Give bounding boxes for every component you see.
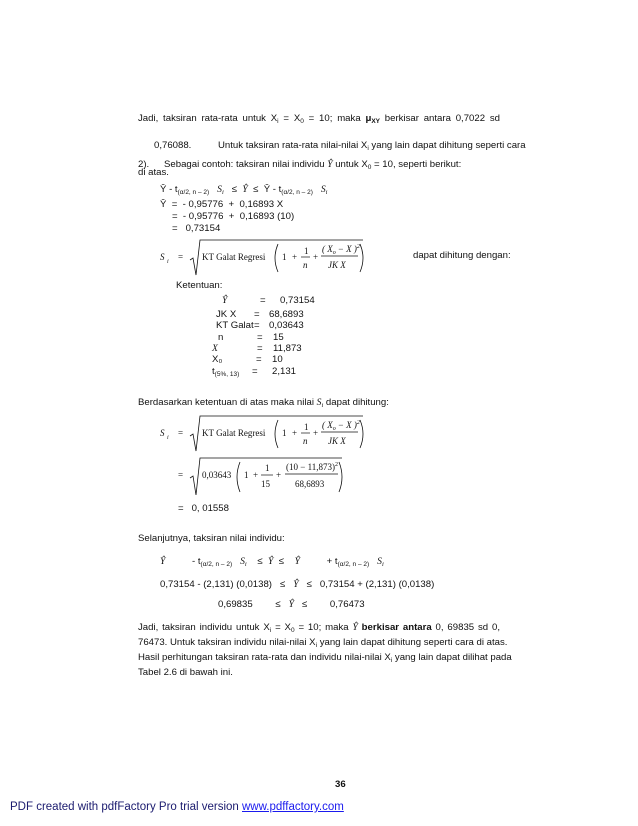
- result-si: = 0, 01558: [178, 503, 229, 514]
- ketentuan-eq: =: [257, 332, 263, 343]
- frac2-den: JK X: [328, 260, 346, 270]
- interval-individual-result: 0,69835 ≤ Ŷ ≤ 0,76473: [218, 599, 365, 610]
- left-paren: [275, 244, 278, 272]
- frac1-num: 1: [265, 463, 270, 473]
- ketentuan-value: 2,131: [272, 366, 297, 377]
- ketentuan-row: $t_{(5\%, 13)}$: [212, 366, 240, 378]
- formula-plus-2: +: [313, 428, 319, 438]
- paragraph-2: Berdasarkan ketentuan di atas maka nilai $S_i$ dapat dihitung:: [138, 397, 389, 409]
- ketentuan-row: n: [218, 332, 224, 343]
- frac2-num: $(10 - 11,873)^2$: [286, 462, 338, 472]
- ketentuan-eq: =: [254, 309, 260, 320]
- frac1-num: 1: [304, 422, 309, 432]
- regression-line-2: = - 0,95776 + 0,16893 (10): [172, 211, 295, 222]
- ketentuan-eq: =: [256, 354, 262, 365]
- ketentuan-value: 68,6893: [269, 309, 304, 320]
- formula-kt: KT Galat Regresi: [202, 428, 266, 438]
- formula-plus-2: +: [313, 252, 319, 262]
- frac2-den: JK X: [328, 436, 346, 446]
- page-number: 36: [335, 779, 346, 790]
- footer-link[interactable]: www.pdffactory.com: [242, 801, 344, 813]
- formula-eq: =: [178, 470, 184, 480]
- frac2-num: ( $X_o - X$ )$^2$: [322, 244, 360, 256]
- formula-lhs: S: [160, 252, 165, 262]
- interval-general: Ŷ - $t_{(\alpha/2, n - 2)}$ $S_i$ ≤ Ŷ ≤ Ŷ - $t_{(\alpha/2, n - 2)}$ $S_i$: [160, 184, 328, 196]
- interval-individual-numeric: 0,73154 - (2,131) (0,0138) ≤ Ŷ ≤ 0,73154 + (2,131) (0,0138): [160, 579, 435, 590]
- ketentuan-eq: =: [252, 366, 258, 377]
- ketentuan-row: JK X: [216, 309, 237, 320]
- ketentuan-value: 10: [272, 354, 283, 365]
- frac2-num: ( $X_o - X$ )$^2$: [322, 420, 360, 432]
- right-paren: [360, 244, 363, 272]
- ketentuan-row: X: [212, 343, 218, 354]
- ketentuan-title: Ketentuan:: [176, 280, 223, 291]
- right-paren: [339, 462, 342, 492]
- formula-plus-1: +: [253, 470, 259, 480]
- formula-plus-2: +: [276, 470, 282, 480]
- formula-si-general: [158, 238, 398, 278]
- paragraph-4: Jadi, taksiran individu untuk $X_i = X_0 = 10$; maka Ŷ berkisar antara 0, 69835 sd 0, 76473. Untuk taksiran individu nilai-nilai $X_i$ yang lain dapat dihitung seperti cara di atas.: [138, 622, 508, 649]
- frac1-den: n: [303, 260, 308, 270]
- ketentuan-row: KT Galat: [216, 320, 254, 331]
- ketentuan-value: 15: [273, 332, 284, 343]
- ketentuan-eq: =: [260, 295, 266, 306]
- formula-lhs-sub: i: [167, 259, 169, 265]
- ketentuan-value: 0,03643: [269, 320, 304, 331]
- pdf-footer: [10, 801, 344, 813]
- paragraph-5: Hasil perhitungan taksiran rata-rata dan individu nilai-nilai $X_i$ yang lain dapat dilihat pada Tabel 2.6 di bawah ini.: [138, 652, 512, 678]
- paragraph-3: Selanjutnya, taksiran nilai individu:: [138, 533, 285, 544]
- formula-lhs-sub: i: [167, 435, 169, 441]
- formula-eq: =: [178, 252, 184, 262]
- ketentuan-row: Ŷ: [222, 295, 228, 306]
- formula-one: 1: [282, 252, 287, 262]
- formula-one: 1: [282, 428, 287, 438]
- ketentuan-eq: =: [257, 343, 263, 354]
- left-paren: [275, 420, 278, 448]
- formula-one: 1: [244, 470, 249, 480]
- formula-si-numeric: [178, 456, 358, 498]
- list-number-2: 2).: [138, 159, 150, 170]
- paragraph-1: Jadi, taksiran rata-rata untuk $X_i = X_0 = 10$; maka $\mu_{XY}$ berkisar antara 0,7022 sd 0,76088. Untuk taksiran rata-rata nilai-nilai $X_i$ yang lain dapat dihitung seperti cara di atas.: [138, 113, 526, 178]
- formula-kt: KT Galat Regresi: [202, 252, 266, 262]
- formula-plus-1: +: [292, 428, 298, 438]
- item-2-text: Sebagai contoh: taksiran nilai individu Ŷ untuk $X_0 = 10$, seperti berikut:: [164, 159, 462, 171]
- regression-line-1: Ŷ = - 0,95776 + 0,16893 X: [160, 199, 284, 210]
- regression-line-3: = 0,73154: [172, 223, 221, 234]
- ketentuan-value: 0,73154: [280, 295, 315, 306]
- formula-1-note: dapat dihitung dengan:: [413, 250, 511, 261]
- footer-text: PDF created with pdfFactory Pro trial version: [10, 801, 242, 813]
- formula-si-repeat: [158, 414, 398, 454]
- frac2-den: 68,6893: [295, 479, 325, 489]
- left-paren: [237, 462, 240, 492]
- ketentuan-eq: =: [254, 320, 260, 331]
- ketentuan-value: 11,873: [273, 343, 302, 354]
- formula-lhs: S: [160, 428, 165, 438]
- frac1-den: n: [303, 436, 308, 446]
- formula-kt: 0,03643: [202, 470, 232, 480]
- interval-individual-general: Ŷ - $t_{(\alpha/2, n - 2)}$ $S_i$ ≤ Ŷ ≤ Ŷ + $t_{(\alpha/2, n - 2)}$ $S_i$: [160, 556, 384, 568]
- formula-plus-1: +: [292, 252, 298, 262]
- formula-eq: =: [178, 428, 184, 438]
- right-paren: [360, 420, 363, 448]
- frac1-den: 15: [261, 479, 270, 489]
- frac1-num: 1: [304, 246, 309, 256]
- ketentuan-row: X₀: [212, 354, 223, 365]
